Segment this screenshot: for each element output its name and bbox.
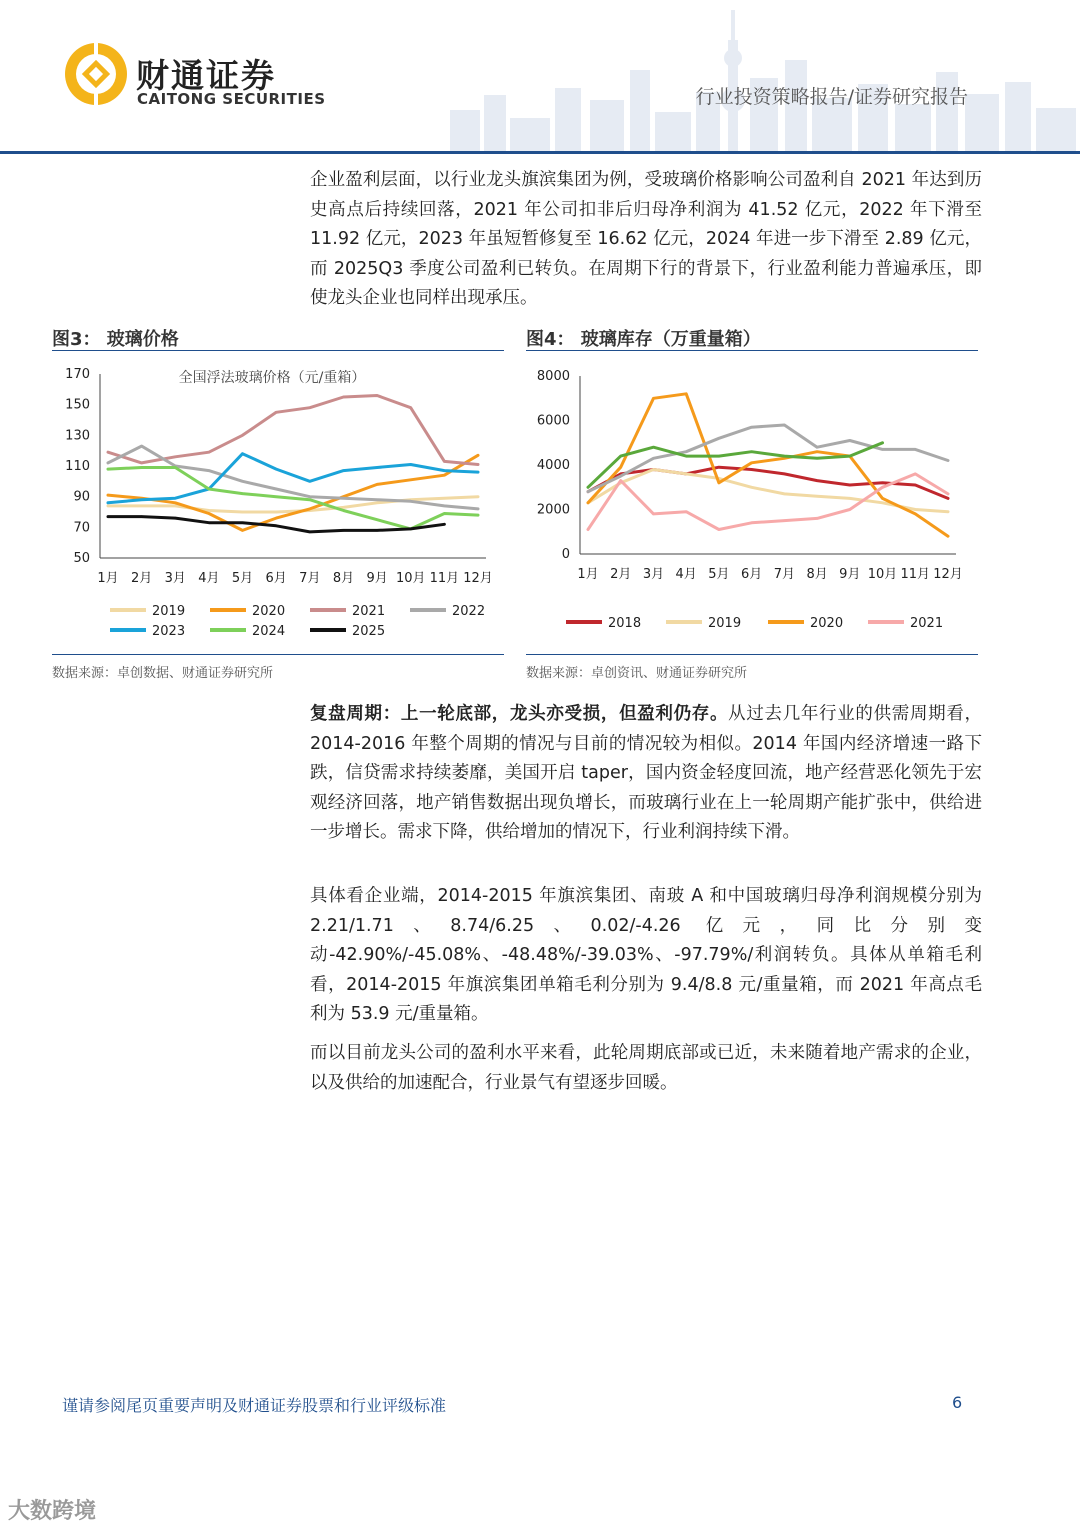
data-point-2020 — [881, 497, 883, 499]
data-point-2019 — [816, 495, 818, 497]
data-point-2023 — [685, 455, 687, 457]
data-point-2022 — [652, 457, 654, 459]
data-point-2022 — [309, 495, 311, 497]
data-point-2019 — [914, 508, 916, 510]
legend-label-2023: 2023 — [152, 624, 186, 639]
x-tick-label: 1月 — [97, 571, 119, 586]
series-line-2023 — [588, 443, 883, 488]
footer-disclaimer: 谨请参阅尾页重要声明及财通证券股票和行业评级标准 — [62, 1396, 447, 1415]
data-point-2022 — [849, 439, 851, 441]
data-point-2023 — [477, 471, 479, 473]
header-divider — [0, 151, 1080, 154]
x-tick-label: 8月 — [332, 571, 355, 586]
data-point-2025 — [107, 515, 109, 517]
x-tick-label: 12月 — [933, 567, 963, 582]
legend-label-2019: 2019 — [152, 604, 186, 619]
x-tick-label: 9月 — [366, 571, 388, 586]
data-point-2024 — [275, 495, 277, 497]
data-point-2025 — [410, 528, 412, 530]
data-point-2020 — [947, 535, 949, 537]
data-point-2023 — [342, 469, 344, 471]
paragraph-company-data: 具体看企业端，2014-2015 年旗滨集团、南玻 A 和中国玻璃归母净利润规模分别为 2.21/1.71、8.74/6.25、0.02/-4.26 亿元，同比分别变动-42.90%/-45.08%、-48.48%/-39.03%、-97.79%/利润转负。具体从单箱毛利看，2014-2015 年旗滨集团单箱毛利分别为 9.4/8.8 元/重量箱，而 2021 年高点毛利为 53.9 元/重量箱。 — [310, 886, 982, 1024]
data-point-2024 — [376, 518, 378, 520]
data-point-2022 — [443, 505, 445, 507]
data-point-2023 — [410, 463, 412, 465]
y-tick-label: 150 — [65, 397, 90, 413]
data-point-2021 — [685, 511, 687, 513]
data-point-2020 — [309, 508, 311, 510]
data-point-2018 — [783, 473, 785, 475]
data-point-2023 — [620, 455, 622, 457]
data-point-2023 — [750, 450, 752, 452]
data-point-2025 — [241, 522, 243, 524]
y-tick-label: 2000 — [536, 502, 570, 518]
data-point-2021 — [620, 479, 622, 481]
paragraph-cycle-review — [310, 700, 982, 848]
data-point-2024 — [342, 509, 344, 511]
data-point-2023 — [849, 455, 851, 457]
report-type-label: 行业投资策略报告/证券研究报告 — [695, 86, 968, 108]
paragraph-earnings: 企业盈利层面，以行业龙头旗滨集团为例，受玻璃价格影响公司盈利自 2021 年达到历史高点后持续回落，2021 年公司扣非后归母净利润为 41.52 亿元，2022 年下滑至 11.92 亿元，2023 年虽短暂修复至 16.62 亿元，2024 年进一步下滑至 2.89 亿元，而 2025Q3 季度公司盈利已转负。在周期下行的背景下，行业盈利能力普遍承压，即使龙头企业也同样出现承压。 — [310, 170, 982, 308]
data-point-2022 — [477, 508, 479, 510]
data-point-2023 — [587, 486, 589, 488]
data-point-2019 — [140, 505, 142, 507]
data-point-2021 — [309, 407, 311, 409]
y-tick-label: 130 — [65, 428, 90, 444]
glass-inventory-chart — [526, 356, 978, 646]
data-point-2018 — [947, 497, 949, 499]
data-point-2021 — [914, 473, 916, 475]
data-point-2024 — [241, 492, 243, 494]
data-point-2022 — [750, 426, 752, 428]
data-point-2025 — [208, 522, 210, 524]
data-point-2022 — [718, 437, 720, 439]
data-point-2019 — [241, 511, 243, 513]
data-point-2024 — [477, 514, 479, 516]
figure-4-title: 图4： 玻璃库存（万重量箱） — [526, 329, 761, 350]
city-skyline-illustration — [440, 0, 1080, 152]
x-tick-label: 11月 — [900, 567, 931, 582]
data-point-2020 — [587, 502, 589, 504]
data-point-2021 — [750, 522, 752, 524]
data-point-2023 — [241, 453, 243, 455]
x-tick-label: 7月 — [299, 571, 321, 586]
data-point-2019 — [947, 511, 949, 513]
data-point-2022 — [107, 462, 109, 464]
data-point-2023 — [783, 455, 785, 457]
data-point-2022 — [342, 497, 344, 499]
data-point-2021 — [718, 528, 720, 530]
data-point-2021 — [208, 451, 210, 453]
data-point-2018 — [881, 482, 883, 484]
x-tick-label: 4月 — [198, 571, 220, 586]
brand-name-cn: 财通证券 — [136, 56, 276, 95]
data-point-2021 — [477, 463, 479, 465]
data-point-2022 — [620, 475, 622, 477]
data-point-2024 — [309, 499, 311, 501]
data-point-2023 — [881, 442, 883, 444]
y-tick-label: 70 — [73, 520, 90, 536]
data-point-2022 — [881, 448, 883, 450]
data-point-2018 — [816, 479, 818, 481]
figure-3-bottom-rule — [52, 654, 504, 655]
data-point-2022 — [275, 488, 277, 490]
x-tick-label: 2月 — [130, 571, 153, 586]
data-point-2025 — [140, 515, 142, 517]
data-point-2020 — [241, 529, 243, 531]
series-line-2021 — [588, 474, 948, 530]
data-point-2023 — [140, 499, 142, 501]
data-point-2022 — [816, 446, 818, 448]
legend-label-2022: 2022 — [452, 604, 486, 619]
y-tick-label: 6000 — [536, 413, 570, 429]
legend-label-2021: 2021 — [352, 604, 386, 619]
data-point-2023 — [816, 457, 818, 459]
data-point-2020 — [107, 494, 109, 496]
data-point-2018 — [750, 468, 752, 470]
data-point-2025 — [275, 525, 277, 527]
data-point-2022 — [783, 424, 785, 426]
data-point-2023 — [275, 468, 277, 470]
data-point-2021 — [342, 396, 344, 398]
data-point-2020 — [477, 454, 479, 456]
data-point-2023 — [652, 446, 654, 448]
data-point-2020 — [652, 397, 654, 399]
data-point-2019 — [849, 497, 851, 499]
data-point-2021 — [443, 460, 445, 462]
data-point-2022 — [947, 459, 949, 461]
data-point-2022 — [241, 480, 243, 482]
data-point-2019 — [376, 502, 378, 504]
x-tick-label: 6月 — [740, 567, 763, 582]
data-point-2023 — [107, 502, 109, 504]
caitong-logo-icon — [62, 40, 130, 108]
data-point-2020 — [174, 502, 176, 504]
data-point-2022 — [376, 499, 378, 501]
data-point-2019 — [208, 509, 210, 511]
data-point-2019 — [783, 493, 785, 495]
data-point-2020 — [620, 466, 622, 468]
data-point-2024 — [140, 466, 142, 468]
data-point-2021 — [881, 486, 883, 488]
brand-name-en: CAITONG SECURITIES — [137, 90, 326, 108]
legend-label-2025: 2025 — [352, 624, 386, 639]
data-point-2020 — [750, 462, 752, 464]
data-point-2021 — [140, 462, 142, 464]
data-point-2021 — [849, 508, 851, 510]
paragraph-cycle-body: 从过去几年行业的供需周期看，2014-2016 年整个周期的情况与目前的情况较为相似。2014 年国内经济增速一路下跌，信贷需求持续萎靡，美国开启 taper，国内资金轻度回流，地产经营恶化领先于宏观经济回落，地产销售数据出现负增长，而玻璃行业在上一轮周期产能扩张中，供给进一步增长。需求下降，供给增加的情况下，行业利润持续下滑。 — [310, 704, 983, 842]
data-point-2020 — [208, 512, 210, 514]
legend-label-2020: 2020 — [810, 616, 844, 631]
x-tick-label: 8月 — [806, 567, 828, 582]
data-point-2021 — [947, 493, 949, 495]
data-point-2019 — [107, 505, 109, 507]
figure-4-source: 数据来源：卓创资讯、财通证券研究所 — [526, 666, 748, 681]
figure-4-top-rule — [526, 350, 978, 351]
data-point-2019 — [275, 511, 277, 513]
glass-price-chart — [52, 356, 504, 646]
data-point-2025 — [443, 523, 445, 525]
figure-3-title: 图3： 玻璃价格 — [52, 329, 179, 350]
legend-label-2021: 2021 — [910, 616, 944, 631]
data-point-2020 — [376, 483, 378, 485]
paragraph-cycle-lead: 复盘周期：上一轮底部，龙头亦受损，但盈利仍存。 — [310, 704, 729, 724]
series-line-2021 — [108, 396, 478, 465]
data-point-2021 — [376, 394, 378, 396]
data-point-2025 — [376, 529, 378, 531]
x-tick-label: 2月 — [610, 567, 632, 582]
data-point-2023 — [376, 466, 378, 468]
page-number: 6 — [952, 1393, 963, 1412]
x-tick-label: 5月 — [708, 567, 730, 582]
page-header — [0, 0, 1080, 158]
figure-3-top-rule — [52, 350, 504, 351]
x-tick-label: 3月 — [642, 567, 665, 582]
data-point-2023 — [309, 480, 311, 482]
data-point-2023 — [443, 469, 445, 471]
data-point-2024 — [107, 468, 109, 470]
legend-label-2020: 2020 — [252, 604, 286, 619]
x-tick-label: 4月 — [675, 567, 697, 582]
data-point-2023 — [718, 455, 720, 457]
data-point-2024 — [208, 488, 210, 490]
x-tick-label: 10月 — [395, 571, 426, 586]
data-point-2018 — [849, 484, 851, 486]
data-point-2019 — [174, 505, 176, 507]
data-point-2019 — [685, 473, 687, 475]
paragraph-outlook: 而以目前龙头公司的盈利水平来看，此轮周期底部或已近，未来随着地产需求的企业，以及供给的加速配合，行业景气有望逐步回暖。 — [310, 1043, 982, 1093]
watermark-text: 大数跨境 — [8, 1499, 97, 1524]
data-point-2020 — [816, 450, 818, 452]
x-tick-label: 1月 — [577, 567, 599, 582]
data-point-2021 — [275, 411, 277, 413]
data-point-2022 — [685, 450, 687, 452]
legend-label-2018: 2018 — [608, 616, 642, 631]
data-point-2019 — [477, 495, 479, 497]
x-tick-label: 10月 — [867, 567, 898, 582]
data-point-2022 — [410, 500, 412, 502]
x-tick-label: 11月 — [429, 571, 460, 586]
data-point-2020 — [685, 393, 687, 395]
chart-1-title: 全国浮法玻璃价格（元/重箱） — [178, 370, 366, 386]
data-point-2019 — [443, 497, 445, 499]
x-tick-label: 12月 — [463, 571, 493, 586]
data-point-2021 — [587, 528, 589, 530]
y-tick-label: 50 — [73, 551, 90, 566]
data-point-2022 — [140, 445, 142, 447]
data-point-2024 — [443, 512, 445, 514]
data-point-2022 — [587, 491, 589, 493]
data-point-2025 — [174, 517, 176, 519]
data-point-2020 — [275, 517, 277, 519]
data-point-2020 — [410, 479, 412, 481]
data-point-2021 — [816, 517, 818, 519]
x-tick-label: 9月 — [839, 567, 861, 582]
data-point-2025 — [342, 529, 344, 531]
data-point-2020 — [914, 513, 916, 515]
data-point-2021 — [783, 519, 785, 521]
data-point-2019 — [750, 486, 752, 488]
data-point-2025 — [309, 531, 311, 533]
y-tick-label: 90 — [73, 489, 90, 505]
data-point-2021 — [174, 456, 176, 458]
y-tick-label: 0 — [561, 547, 570, 562]
data-point-2024 — [174, 466, 176, 468]
data-point-2019 — [881, 502, 883, 504]
data-point-2021 — [410, 407, 412, 409]
y-tick-label: 4000 — [536, 458, 570, 473]
x-tick-label: 3月 — [164, 571, 186, 586]
x-tick-label: 6月 — [265, 571, 287, 586]
data-point-2021 — [107, 451, 109, 453]
y-tick-label: 110 — [65, 459, 90, 474]
data-point-2019 — [342, 506, 344, 508]
data-point-2020 — [718, 482, 720, 484]
figure-3-source: 数据来源：卓创数据、财通证券研究所 — [52, 666, 274, 681]
x-tick-label: 5月 — [231, 571, 254, 586]
data-point-2021 — [241, 434, 243, 436]
figure-4-bottom-rule — [526, 654, 978, 655]
data-point-2020 — [443, 474, 445, 476]
data-point-2018 — [718, 466, 720, 468]
legend-label-2024: 2024 — [252, 624, 286, 639]
data-point-2018 — [914, 484, 916, 486]
data-point-2019 — [652, 468, 654, 470]
y-tick-label: 170 — [65, 367, 90, 382]
data-point-2022 — [208, 469, 210, 471]
legend-label-2019: 2019 — [708, 616, 742, 631]
data-point-2022 — [914, 448, 916, 450]
y-tick-label: 8000 — [536, 369, 570, 384]
data-point-2021 — [652, 513, 654, 515]
data-point-2023 — [174, 497, 176, 499]
x-tick-label: 7月 — [773, 567, 796, 582]
